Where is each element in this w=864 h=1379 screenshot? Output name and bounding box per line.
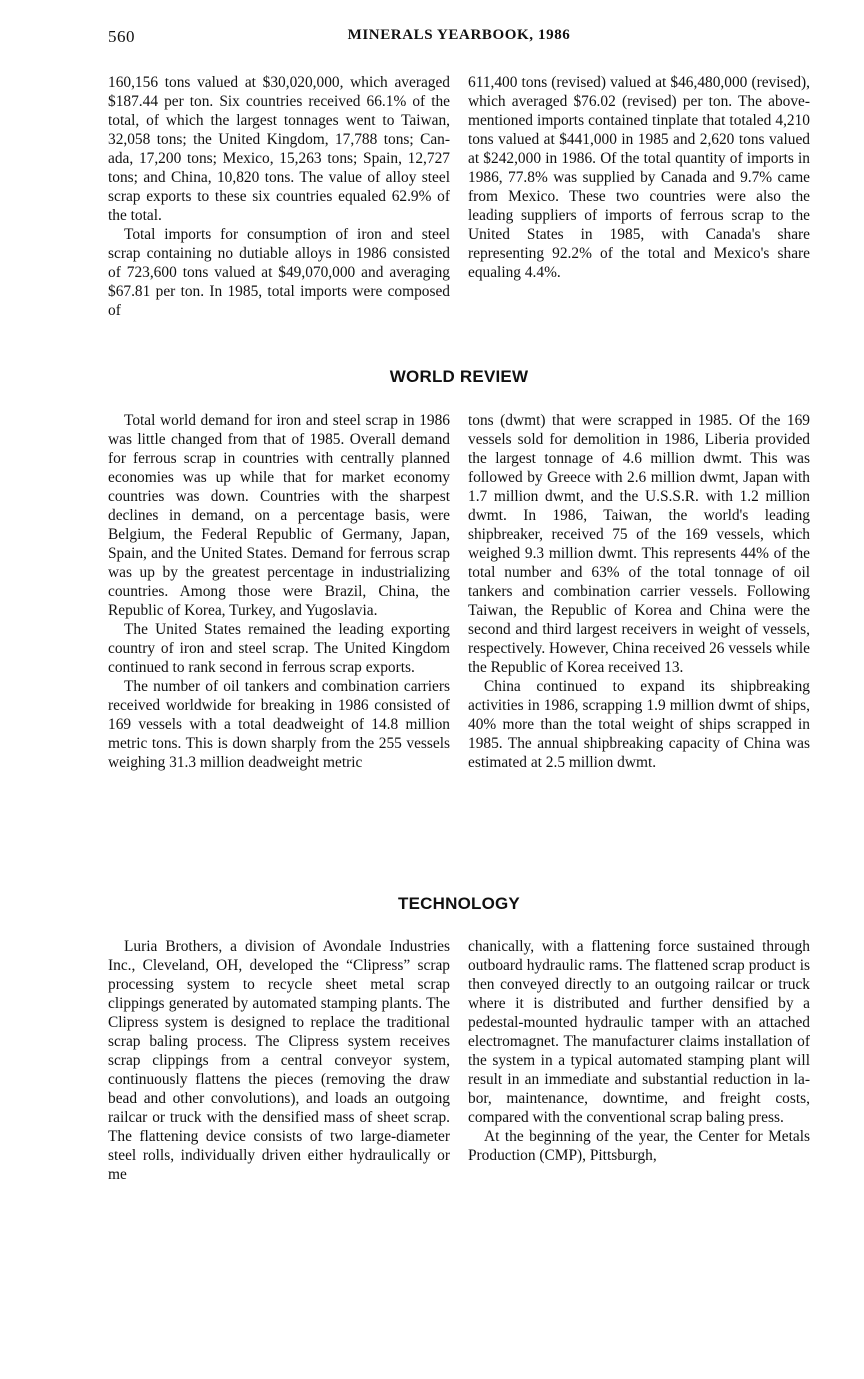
paragraph: 611,400 tons (revised) valued at $46,480,000 (revised), which averaged $76.02 (revised) per ton. The above-mentioned imports contained tinplate that totaled 4,210 tons valued at $441,000 in 1985 and 2,620 tons valued at $242,000 in 1986. Of the total quantity of imports in 1986, 77.8% was supplied by Canada and 9.7% came from Mexico. These two countries were also the leading suppliers of imports of ferrous scrap to the United States in 1985, with Canada's share representing 92.2% of the total and Mexico's share equaling 4.4%. [468,74,810,281]
technology-left-column [108,937,450,1184]
paragraph: The number of oil tankers and combination carriers received worldwide for breaking in 1986 consisted of 169 vessels with a total deadweight of 14.8 million metric tons. This is down sharply from the 255 vessels weighing 31.3 million deadweight metric [108,678,450,771]
running-title: MINERALS YEARBOOK, 1986 [347,27,571,43]
paragraph: chanically, with a flattening force sustained through outboard hydraulic rams. The flattened scrap product is then conveyed directly to an outgoing railcar or truck where it is distributed and further densified by a pedestal-mounted hydraulic tamper with an attached electromagnet. The manufacturer claims installation of the system in a typical automated stamping plant will result in an immediate and substantial reduction in labor, maintenance, downtime, and freight costs, compared with the conventional scrap baling press. [468,938,810,1126]
page-header [108,27,810,49]
paragraph: China continued to expand its shipbreaking activities in 1986, scrapping 1.9 million dwmt of ships, 40% more than the total weight of ships scrapped in 1985. The annual shipbreaking capacity of China was estimated at 2.5 million dwmt. [468,678,810,771]
paragraph: tons (dwmt) that were scrapped in 1985. Of the 169 vessels sold for demolition in 1986, Liberia provided the largest tonnage of 4.6 million dwmt. This was followed by Greece with 2.6 million dwmt, Japan with 1.7 million dwmt, and the U.S.S.R. with 1.2 million dwmt. In 1986, Taiwan, the world's leading shipbreaker, received 75 of the 169 vessels, which weighed 9.3 million dwmt. This represents 44% of the total number and 63% of the total tonnage of oil tankers and combination carrier vessels. Following Taiwan, the Republic of Korea and China were the second and third largest receivers in weight of vessels, respectively. However, China received 26 vessels while the Republic of Korea received 13. [468,412,810,676]
paragraph: At the beginning of the year, the Center for Metals Production (CMP), Pittsburgh, [468,1128,810,1164]
section-heading-world-review: WORLD REVIEW [389,367,529,386]
paragraph: Total imports for consumption of iron and steel scrap containing no dutiable alloys in 1986 consisted of 723,600 tons valued at $49,070,000 and averaging $67.81 per ton. In 1985, total imports were composed of [108,226,450,319]
world-review-right-column [468,411,810,772]
page-number: 560 [108,27,135,46]
paragraph: Total world demand for iron and steel scrap in 1986 was little changed from that of 1985. Overall demand for ferrous scrap in countries with centrally planned economies was up while that for market economy countries was down. Countries with the sharpest declines in demand, on a percentage basis, were Belgium, the Federal Republic of Germany, Japan, Spain, and the United States. Demand for ferrous scrap was up by the greatest percentage in industrializing countries. Among those were Brazil, China, the Republic of Korea, Turkey, and Yugoslavia. [108,412,450,619]
paragraph: The United States remained the leading exporting country of iron and steel scrap. The United Kingdom continued to rank second in ferrous scrap exports. [108,621,450,676]
paragraph: 160,156 tons valued at $30,020,000, which averaged $187.44 per ton. Six countries received 66.1% of the total, of which the largest tonnages went to Taiwan, 32,058 tons; the United Kingdom, 17,788 tons; Canada, 17,200 tons; Mexico, 15,263 tons; Spain, 12,727 tons; and China, 10,820 tons. The value of alloy steel scrap exports to these six countries equaled 62.9% of the total. [108,74,450,224]
intro-left-column [108,73,450,320]
section-heading-technology: TECHNOLOGY [398,894,520,913]
paragraph: Luria Brothers, a division of Avondale Industries Inc., Cleveland, OH, developed the “Clipress” scrap processing system to recycle sheet metal scrap clippings generated by automated stamping plants. The Clipress system is designed to replace the traditional scrap baling process. The Clipress system receives scrap clippings from a central conveyor system, continuously flattens the pieces (removing the draw bead and other convolutions), and loads an outgoing railcar or truck with the densified mass of sheet scrap. The flattening device consists of two large-diameter steel rolls, individually driven either hydraulically or me [108,938,450,1183]
technology-right-column [468,937,810,1165]
intro-right-column [468,73,810,282]
world-review-left-column [108,411,450,772]
